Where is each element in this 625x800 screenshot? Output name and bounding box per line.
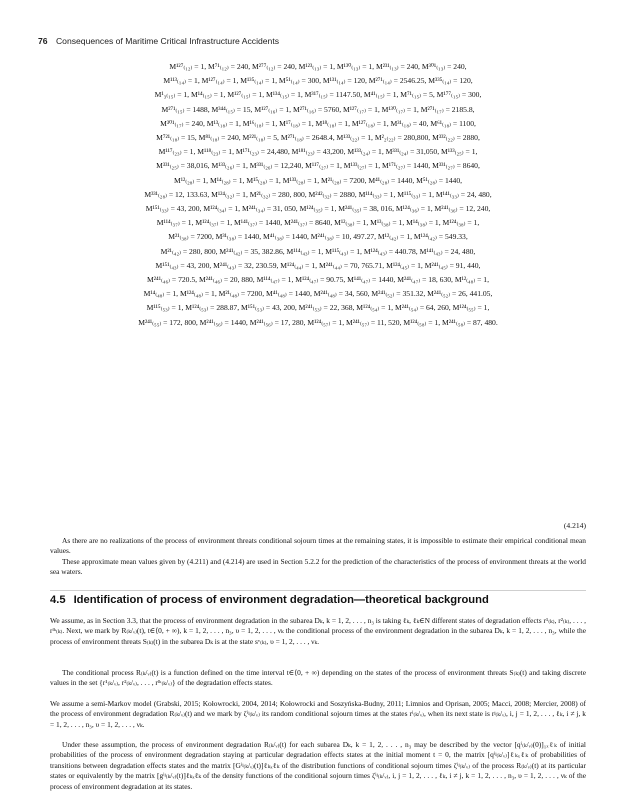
paragraph-approx-means: These approximate mean values given by (4.211) and (4.214) are used in Section 5.2.2 for the prediction of the characteristics of the process of environment threats at the world sea waters.	[50, 557, 586, 577]
equation-line: M¹⁵¹₍₄₃₎ = 43, 200, M²⁴¹₍₄₃₎ = 32, 230.59, M¹²⁴₍₄₄₎ = 1, M²⁴¹₍₄₄₎ = 70, 765.71, M¹²⁴₍₄₅₎ = 1, M²⁴¹₍₄₅₎ = 91, 440,	[155, 260, 481, 270]
equation-line: M¹¹³₍₁₄₎ = 1, M¹²⁷₍₁₄₎ = 1, M¹³⁵₍₁₄₎ = 1, M⁵¹₍₁₄₎ = 300, M¹³¹₍₁₄₎ = 120, M²⁷¹₍₁₄₎ = 2546.25, M³³⁵₍₁₄₎ = 120,	[163, 76, 473, 86]
equation-line: M¹²₍₂₈₎ = 1, M¹⁴₍₂₈₎ = 1, M¹⁵₍₂₈₎ = 1, M¹³³₍₂₈₎ = 1, M²¹₍₂₈₎ = 7200, M⁴¹₍₂₈₎ = 1440, M⁵¹₍₂₈₎ = 1440,	[173, 175, 463, 185]
equation-line: M³³¹₍₂₅₎ = 38,016, M¹³³₍₂₆₎ = 1, M³³¹₍₂₆₎ = 12,240, M¹¹⁷₍₂₇₎ = 1, M¹³³₍₂₇₎ = 1, M¹⁷¹₍₂₇₎ = 1440, M³³¹₍₂₇₎ = 8640,	[156, 161, 480, 171]
equation-line: M²¹₍₃₈₎ = 7200, M³¹₍₃₈₎ = 1440, M⁴¹₍₃₈₎ = 1440, M²⁴¹₍₃₈₎ = 10, 497.27, M¹²₍₄₂₎ = 1, M¹²⁴₍₄₂₎ = 549.33,	[168, 232, 468, 242]
section-title: Identification of process of environment degradation—theoretical background	[73, 594, 489, 606]
section-heading	[50, 594, 590, 606]
section-divider	[50, 590, 586, 591]
paragraph-semi-markov: We assume a semi-Markov model (Grabski, 2015; Kołowrocki, 2004, 2014; Kołowrocki and Soszyńska-Budny, 2011; Limnios and Oprisan, 2005; Macci, 2008; Mercier, 2008) of the process of environment degradation R₍ₖ/ᵥ₎(t) and we mark by ζⁱʲ₍ₖ/ᵥ₎ its random conditional sojourn times at the states rⁱ₍ₖ/ᵥ₎, when its next state is rʲ₍ₖ/ᵥ₎, i, j = 1, 2, . . . , ℓₖ, i ≠ j, k = 1, 2, . . . , n₃, υ = 1, 2, . . . , νₖ.	[50, 699, 586, 729]
equation-line: M²⁷¹₍₁₅₎ = 1488, M³⁴⁴₍₁₅₎ = 15, M¹²⁷₍₁₆₎ = 1, M²⁷¹₍₁₆₎ = 5760, M¹²⁷₍₁₇₎ = 1, M¹³⁰₍₁₇₎ = 1, M²⁷¹₍₁₇₎ = 2185.8,	[161, 104, 475, 114]
equation-line: M¹²⁷₍₁₂₎ = 1, M⁷¹₍₁₂₎ = 240, M²⁷⁷₍₁₂₎ = 240, M¹²³₍₁₃₎ = 1, M¹³⁰₍₁₃₎ = 1, M²³¹₍₁₃₎ = 240, M³⁰¹₍₁₃₎ = 240,	[169, 62, 467, 71]
running-header	[38, 36, 587, 46]
paragraph-under-assumption: Under these assumption, the process of environment degradation R₍ₖ/ᵥ₎(t) for each subarea Dₖ, k = 1, 2, . . . , n₃ may be described by the vector [qⁱ₍ₖ/ᵥ₎(0)]₁ₓℓₖ of initial probabilities of the process of environment degradation staying at particular degradation effects states at the initial moment t = 0, the matrix [qⁱʲ₍ₖ/ᵥ₎]ℓₖₓℓₖ of probabilities of transitions between degradation effects states and the matrix [Gⁱʲ₍ₖ/ᵥ₎(t)]ℓₖₓℓₖ of the distribution functions of conditional sojourn times ζⁱʲ₍ₖ/ᵥ₎ of the process R₍ₖ/ᵥ₎(t) at its particular states or equivalently by the matrix [gⁱʲ₍ₖ/ᵥ₎(t)]ℓₖₓℓₖ of the density functions of the conditional sojourn times ζⁱʲ₍ₖ/ᵥ₎, i, j = 1, 2, . . . , ℓₖ, i ≠ j, k = 1, 2, . . . , n₃, υ = 1, 2, . . . , νₖ of the process of environment degradation at its states.	[50, 740, 586, 791]
equation-line: M¹¹⁵₍₅₃₎ = 1, M¹²⁴₍₅₃₎ = 288.87, M¹⁵¹₍₅₃₎ = 43, 200, M²⁴¹₍₅₃₎ = 22, 368, M¹²⁴₍₅₄₎ = 1, M²⁴¹₍₅₄₎ = 64, 260, M¹²⁴₍₅₅₎ = 1,	[146, 303, 490, 313]
page-number: 76	[38, 36, 48, 46]
equation-line: M¹¹⁷₍₂₃₎ = 1, M¹¹⁸₍₂₃₎ = 1, M¹⁷¹₍₂₃₎ = 24,480, M¹⁸¹₍₂₃₎ = 43,200, M¹³³₍₂₄₎ = 1, M³³¹₍₂₄₎ = 31,050, M¹³³₍₂₅₎ = 1,	[158, 147, 478, 157]
equation-line: M¹⁵¹₍₃₃₎ = 43, 200, M¹²⁴₍₃₄₎ = 1, M²⁴¹₍₃₄₎ = 31, 050, M¹²⁴₍₃₅₎ = 1, M²⁴¹₍₃₅₎ = 38, 016, M¹²⁴₍₃₆₎ = 1, M²⁴¹₍₃₆₎ = 12, 240,	[145, 204, 491, 214]
equation-number: (4.214)	[563, 521, 586, 530]
equation-line: M²¹₍₄₂₎ = 280, 800, M²⁴¹₍₄₂₎ = 35, 382.86, M¹¹⁴₍₄₃₎ = 1, M¹¹⁵₍₄₃₎ = 1, M¹²⁴₍₄₃₎ = 440.78, M¹⁴¹₍₄₃₎ = 24, 480,	[160, 246, 476, 256]
equation-line: M¹¹⁴₍₃₇₎ = 1, M¹²⁴₍₃₇₎ = 1, M¹⁴¹₍₃₇₎ = 1440, M²⁴¹₍₃₇₎ = 8640, M¹²₍₃₈₎ = 1, M¹³₍₃₈₎ = 1, M¹⁴₍₃₈₎ = 1, M¹²⁴₍₃₈₎ = 1,	[156, 218, 480, 228]
running-title: Consequences of Maritime Critical Infrastructure Accidents	[55, 36, 280, 46]
equation-line: M¹₃₍₁₅₎ = 1, M¹⁴₍₁₅₎ = 1, M¹²⁷₍₁₅₎ = 1, M¹³⁴₍₁₅₎ = 1, M³¹⁷₍₁₅₎ = 1147.50, M⁴¹₍₁₅₎ = 1, M⁷¹₍₁₅₎ = 5, M¹⁷⁷₍₁₅₎ = 300,	[154, 90, 482, 100]
equation-line: M³⁰¹₍₁₇₎ = 240, M¹³₍₁₈₎ = 1, M¹⁶₍₁₈₎ = 1, M¹⁷₍₁₈₎ = 1, M¹⁸₍₁₈₎ = 1, M¹²⁷₍₁₈₎ = 1, M³¹₍₁₈₎ = 40, M⁶¹₍₁₈₎ = 1100,	[160, 118, 476, 128]
equation-line: M²⁴¹₍₅₅₎ = 172, 800, M²⁴¹₍₅₆₎ = 1440, M²⁴¹₍₅₆₎ = 17, 280, M¹²⁴₍₅₇₎ = 1, M²⁴¹₍₅₇₎ = 11, 520, M¹²⁴₍₅₈₎ = 1, M²⁴¹₍₅₈₎ = 87, 480.	[138, 317, 498, 327]
equation-block	[50, 60, 586, 330]
paragraph-assumption: We assume, as in Section 3.3, that the process of environment degradation in the subarea Dₖ, k = 1, 2, . . . , n₃ is taking ℓₖ, ℓₖ∈N different states of degradation effects r¹₍ₖ₎, r²₍ₖ₎, . . . , rˡᵏ₍ₖ₎. Next, we mark by R₍ₖ/ᵥ₎(t), t∈⟨0, + ∞), k = 1, 2, . . . , n₃, υ = 1, 2, . . . , νₖ the conditional process of the environment degradation in the subarea Dₖ, k = 1, 2, . . . , n₃, while the process of environment threats S₍ₖ₎(t) in the subarea Dₖ is at the state sᵛ₍ₖ₎, υ = 1, 2, . . . , νₖ.	[50, 616, 586, 646]
paragraph-no-realizations: As there are no realizations of the process of environment threats conditional sojourn times at the remaining states, it is impossible to estimate their empirical conditional mean values.	[50, 536, 586, 556]
equation-line: M¹⁴₍₄₈₎ = 1, M¹²⁴₍₄₈₎ = 1, M²¹₍₄₈₎ = 7200, M⁴¹₍₄₈₎ = 1440, M²⁴¹₍₄₈₎ = 34, 560, M²⁴¹₍₅₂₎ = 351.32, M²⁴¹₍₅₂₎ = 26, 441.05,	[143, 289, 493, 299]
paragraph-conditional-process: The conditional process R₍ₖ/ᵥ₎(t) is a function defined on the time interval t∈⟨0, + ∞) depending on the states of the process of environment threats S₍ₖ₎(t) and taking discrete values in the set {r¹₍ₖ/ᵥ₎, r²₍ₖ/ᵥ₎, . . . , rˡᵏ₍ₖ/ᵥ₎} of the degradation effects states.	[50, 668, 586, 688]
equation-line: M³³¹₍₂₈₎ = 12, 133.63, M¹²⁴₍₃₂₎ = 1, M²¹₍₃₂₎ = 280, 800, M²⁴²₍₃₂₎ = 2880, M¹¹⁴₍₃₃₎ = 1, M¹¹⁵₍₃₃₎ = 1, M¹⁴¹₍₃₃₎ = 24, 480,	[144, 189, 492, 199]
equation-line: M²⁴¹₍₄₆₎ = 720.5, M²⁴¹₍₄₆₎ = 20, 880, M¹¹⁴₍₄₇₎ = 1, M¹²⁴₍₄₇₎ = 90.75, M¹⁴¹₍₄₇₎ = 1440, M²⁴¹₍₄₇₎ = 18, 630, M¹²₍₄₈₎ = 1,	[147, 275, 489, 285]
section-number: 4.5	[50, 594, 66, 606]
equation-line: M⁷²¹₍₁₈₎ = 15, M⁸¹₍₁₈₎ = 240, M²²¹₍₁₈₎ = 5, M²⁷¹₍₁₈₎ = 2648.4, M¹³³₍₂₂₎ = 1, M²₂₍₂₂₎ = 280,800, M³³²₍₂₂₎ = 2880,	[156, 133, 480, 143]
